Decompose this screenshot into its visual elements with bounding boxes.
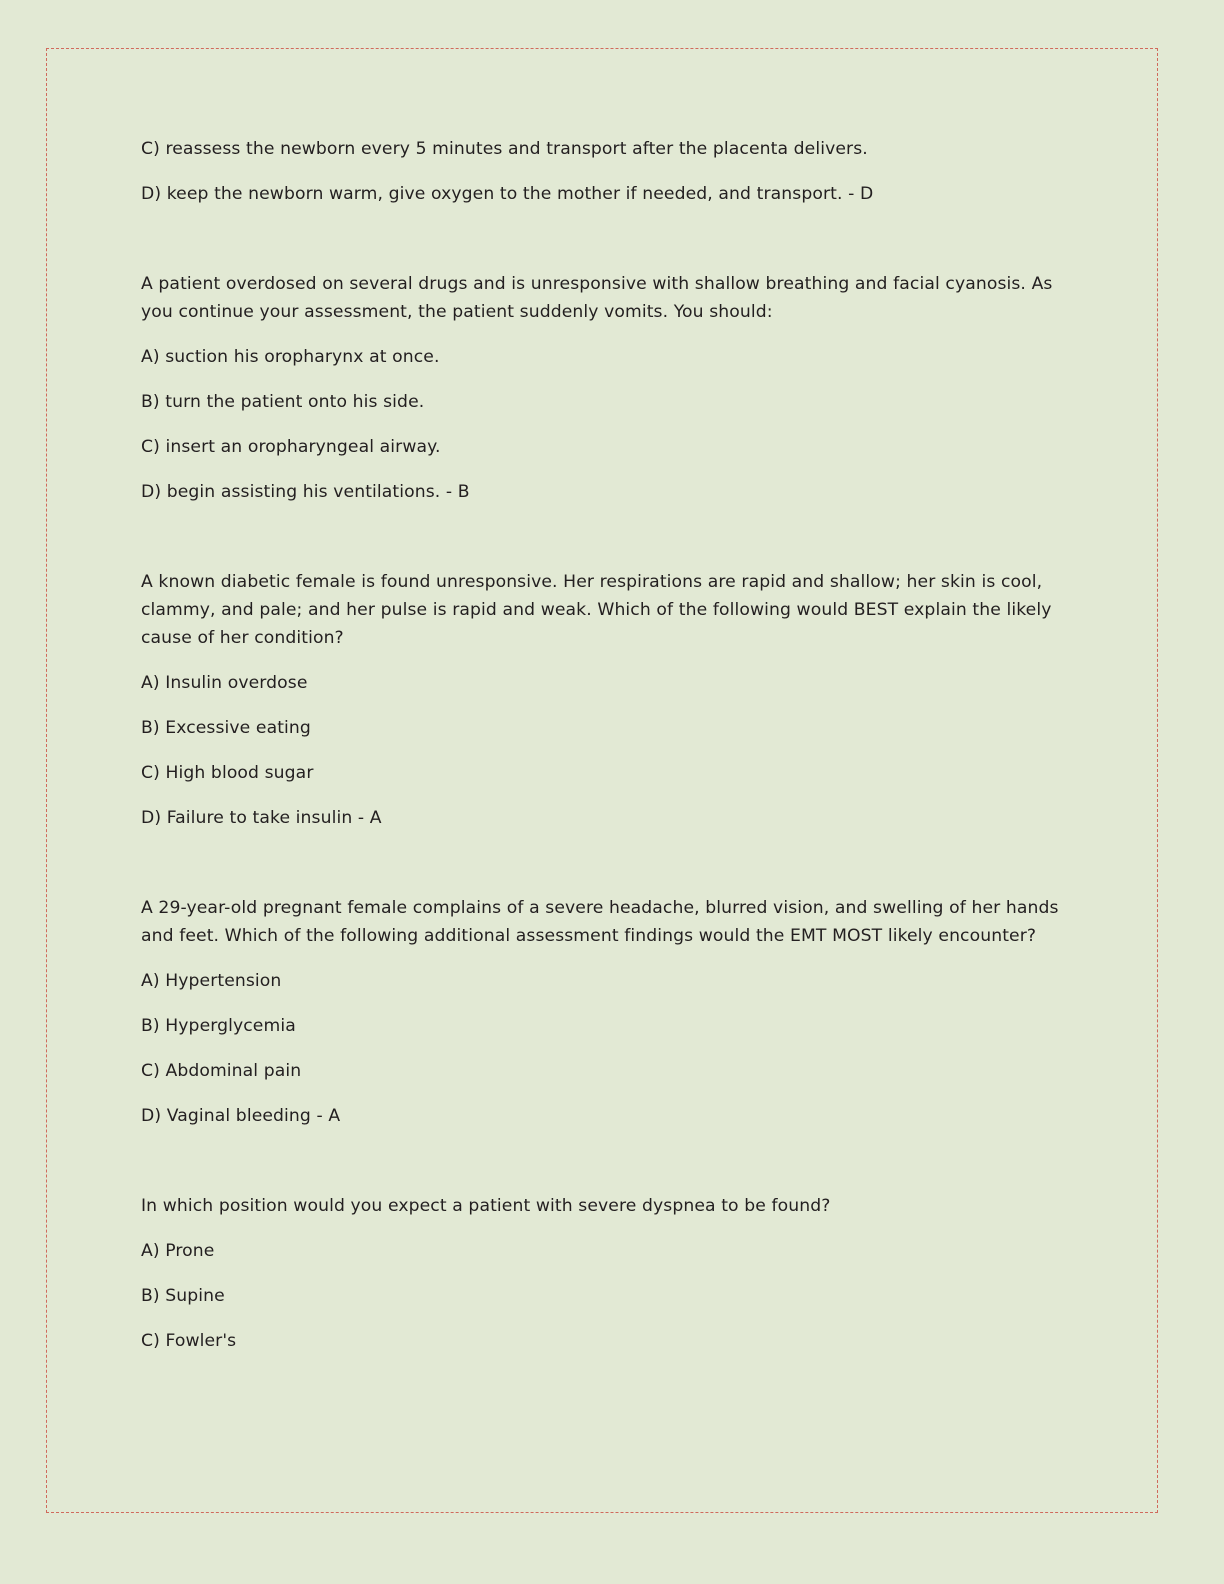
answer-option: A) Prone [141, 1241, 215, 1261]
answer-option: C) reassess the newborn every 5 minutes and transport after the placenta delivers. [141, 139, 868, 159]
answer-option: B) turn the patient onto his side. [141, 392, 425, 412]
question-stem: A 29-year-old pregnant female complains of a severe headache, blurred vision, and swelling of her hands and feet. Which of the following additional assessment findings would the EMT MOST likely encounter? [141, 898, 1059, 946]
answer-option: C) insert an oropharyngeal airway. [141, 437, 441, 457]
answer-option: A) suction his oropharynx at once. [141, 347, 440, 367]
answer-option: C) High blood sugar [141, 763, 314, 783]
answer-option: C) Abdominal pain [141, 1061, 302, 1081]
question-stem: In which position would you expect a patient with severe dyspnea to be found? [141, 1196, 831, 1216]
answer-option: B) Excessive eating [141, 718, 311, 738]
answer-option: D) Failure to take insulin - A [141, 808, 382, 828]
answer-option: C) Fowler's [141, 1331, 237, 1351]
question-block [141, 894, 1071, 1130]
question-stem: A patient overdosed on several drugs and is unresponsive with shallow breathing and facial cyanosis. As you continue your assessment, the patient suddenly vomits. You should: [141, 274, 1053, 322]
answer-option: D) Vaginal bleeding - A [141, 1106, 341, 1126]
answer-option: D) begin assisting his ventilations. - B [141, 482, 470, 502]
document-content [141, 135, 1071, 1372]
answer-option: B) Supine [141, 1286, 225, 1306]
answer-option: A) Hypertension [141, 971, 282, 991]
answer-option: A) Insulin overdose [141, 673, 308, 693]
question-stem: A known diabetic female is found unresponsive. Her respirations are rapid and shallow; her skin is cool, clammy, and pale; and her pulse is rapid and weak. Which of the following would BEST explain the likely cause of her condition? [141, 572, 1052, 648]
question-block [141, 568, 1071, 832]
answer-option: B) Hyperglycemia [141, 1016, 296, 1036]
answer-option: D) keep the newborn warm, give oxygen to the mother if needed, and transport. - D [141, 184, 874, 204]
question-block [141, 1192, 1071, 1355]
question-block [141, 270, 1071, 506]
question-block [141, 135, 1071, 208]
